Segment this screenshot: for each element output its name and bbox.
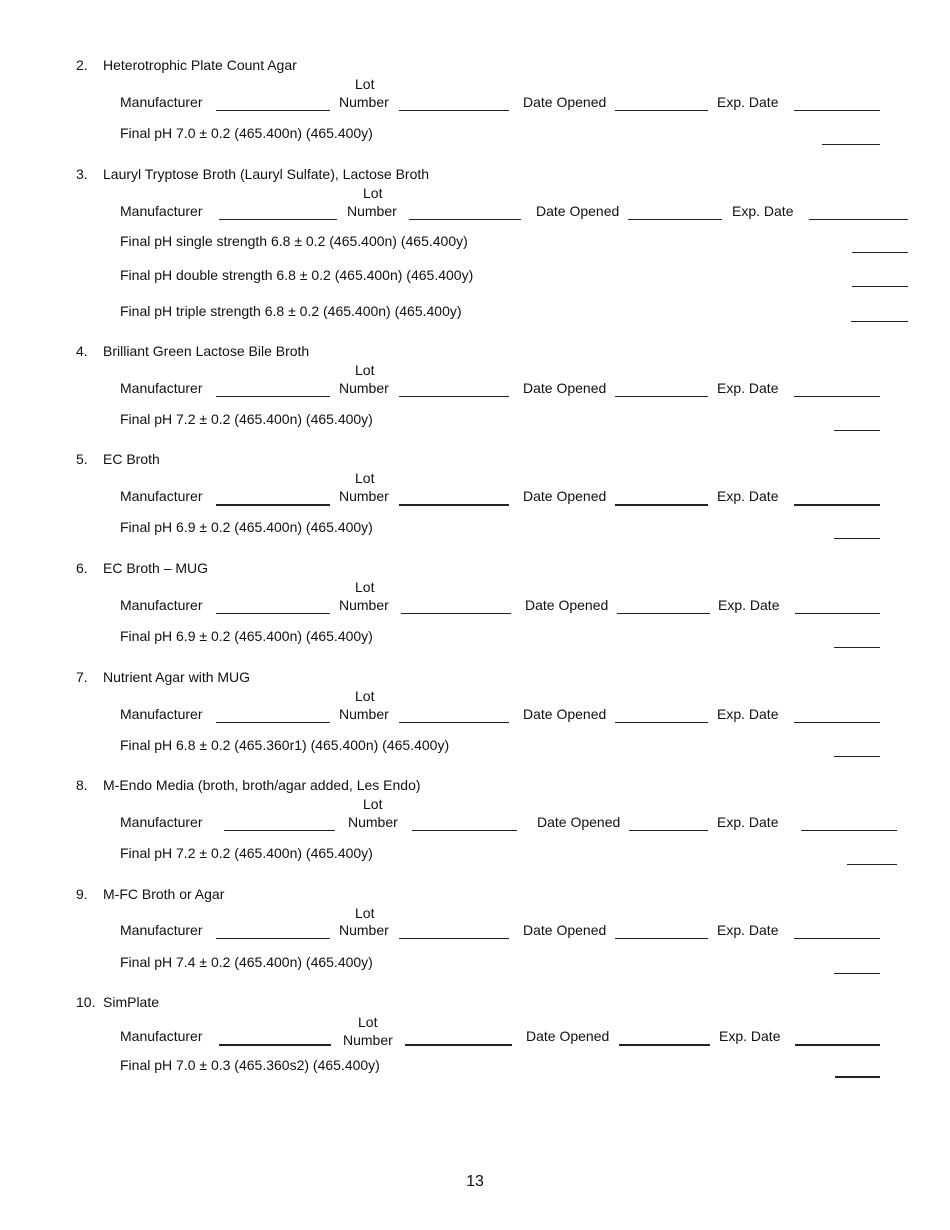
item-title: EC Broth	[103, 451, 160, 467]
field-row	[0, 94, 950, 114]
item-number: 10.	[76, 994, 96, 1010]
exp-date-label: Exp. Date	[718, 597, 780, 613]
lot-label: Lot	[355, 579, 375, 595]
date-opened-field[interactable]	[615, 938, 708, 939]
manufacturer-label: Manufacturer	[120, 380, 203, 396]
lot-label: Lot	[355, 76, 375, 92]
final-ph-text: Final pH triple strength 6.8 ± 0.2 (465.400n) (465.400y)	[120, 303, 462, 319]
manufacturer-field[interactable]	[216, 110, 330, 111]
final-ph-field[interactable]	[834, 647, 880, 648]
lot-label: Lot	[363, 185, 383, 201]
final-ph-field[interactable]	[822, 144, 880, 145]
manufacturer-field[interactable]	[216, 396, 330, 397]
final-ph-text: Final pH 7.0 ± 0.2 (465.400n) (465.400y)	[120, 125, 373, 141]
lot-number-field[interactable]	[399, 938, 509, 939]
date-opened-label: Date Opened	[523, 94, 607, 110]
date-opened-label: Date Opened	[526, 1028, 610, 1044]
final-ph-text: Final pH single strength 6.8 ± 0.2 (465.400n) (465.400y)	[120, 233, 468, 249]
final-ph-field[interactable]	[835, 1076, 880, 1078]
lot-number-field[interactable]	[405, 1044, 512, 1046]
final-ph-text: Final pH 7.0 ± 0.3 (465.360s2) (465.400y)	[120, 1057, 380, 1073]
manufacturer-label: Manufacturer	[120, 488, 203, 504]
lot-label: Lot	[358, 1014, 378, 1030]
item-title: M-FC Broth or Agar	[103, 886, 225, 902]
field-row	[0, 488, 950, 508]
manufacturer-field[interactable]	[219, 219, 337, 220]
item-number: 2.	[76, 57, 88, 73]
date-opened-label: Date Opened	[523, 922, 607, 938]
final-ph-text: Final pH 6.9 ± 0.2 (465.400n) (465.400y)	[120, 628, 373, 644]
number-label: Number	[348, 814, 398, 830]
field-row	[0, 1028, 950, 1048]
lot-label: Lot	[355, 362, 375, 378]
date-opened-field[interactable]	[615, 504, 708, 506]
final-ph-field[interactable]	[834, 756, 880, 757]
field-row	[0, 706, 950, 726]
exp-date-label: Exp. Date	[717, 488, 779, 504]
exp-date-field[interactable]	[794, 396, 880, 397]
final-ph-field[interactable]	[852, 286, 908, 287]
date-opened-field[interactable]	[619, 1044, 710, 1046]
item-title: M-Endo Media (broth, broth/agar added, Les Endo)	[103, 777, 421, 793]
field-row	[0, 380, 950, 400]
final-ph-field[interactable]	[851, 321, 908, 322]
number-label: Number	[339, 597, 389, 613]
exp-date-field[interactable]	[794, 110, 880, 111]
number-label: Number	[343, 1032, 393, 1048]
number-label: Number	[339, 922, 389, 938]
final-ph-text: Final pH 7.2 ± 0.2 (465.400n) (465.400y)	[120, 845, 373, 861]
manufacturer-label: Manufacturer	[120, 94, 203, 110]
date-opened-label: Date Opened	[536, 203, 620, 219]
date-opened-label: Date Opened	[523, 706, 607, 722]
item-number: 8.	[76, 777, 88, 793]
date-opened-field[interactable]	[615, 722, 708, 723]
page-number: 13	[466, 1173, 484, 1190]
number-label: Number	[339, 706, 389, 722]
manufacturer-label: Manufacturer	[120, 814, 203, 830]
final-ph-field[interactable]	[834, 538, 880, 539]
final-ph-text: Final pH 7.4 ± 0.2 (465.400n) (465.400y)	[120, 954, 373, 970]
exp-date-label: Exp. Date	[717, 380, 779, 396]
manufacturer-field[interactable]	[216, 504, 330, 506]
lot-label: Lot	[363, 796, 383, 812]
exp-date-field[interactable]	[794, 938, 880, 939]
lot-number-field[interactable]	[409, 219, 521, 220]
item-number: 6.	[76, 560, 88, 576]
item-number: 5.	[76, 451, 88, 467]
manufacturer-field[interactable]	[219, 1044, 331, 1046]
final-ph-field[interactable]	[847, 864, 897, 865]
date-opened-label: Date Opened	[525, 597, 609, 613]
item-number: 9.	[76, 886, 88, 902]
number-label: Number	[339, 488, 389, 504]
item-title: Lauryl Tryptose Broth (Lauryl Sulfate), Lactose Broth	[103, 166, 430, 182]
final-ph-text: Final pH 6.9 ± 0.2 (465.400n) (465.400y)	[120, 519, 373, 535]
number-label: Number	[347, 203, 397, 219]
lot-number-field[interactable]	[401, 613, 511, 614]
manufacturer-field[interactable]	[216, 613, 330, 614]
exp-date-label: Exp. Date	[717, 814, 779, 830]
field-row	[0, 922, 950, 942]
date-opened-label: Date Opened	[523, 488, 607, 504]
exp-date-field[interactable]	[795, 613, 880, 614]
exp-date-label: Exp. Date	[717, 922, 779, 938]
number-label: Number	[339, 94, 389, 110]
field-row	[0, 597, 950, 617]
date-opened-field[interactable]	[615, 396, 708, 397]
item-number: 4.	[76, 343, 88, 359]
manufacturer-label: Manufacturer	[120, 1028, 203, 1044]
final-ph-text: Final pH 7.2 ± 0.2 (465.400n) (465.400y)	[120, 411, 373, 427]
exp-date-field[interactable]	[795, 1044, 880, 1046]
item-title: Heterotrophic Plate Count Agar	[103, 57, 297, 73]
exp-date-label: Exp. Date	[719, 1028, 781, 1044]
exp-date-field[interactable]	[809, 219, 908, 220]
manufacturer-label: Manufacturer	[120, 597, 203, 613]
item-title: EC Broth – MUG	[103, 560, 209, 576]
final-ph-text: Final pH double strength 6.8 ± 0.2 (465.400n) (465.400y)	[120, 267, 474, 283]
final-ph-field[interactable]	[834, 973, 880, 974]
manufacturer-label: Manufacturer	[120, 203, 203, 219]
lot-label: Lot	[355, 905, 375, 921]
lot-label: Lot	[355, 688, 375, 704]
field-row	[0, 203, 950, 223]
manufacturer-label: Manufacturer	[120, 706, 203, 722]
date-opened-field[interactable]	[617, 613, 710, 614]
item-title: Brilliant Green Lactose Bile Broth	[103, 343, 310, 359]
field-row	[0, 814, 950, 834]
manufacturer-label: Manufacturer	[120, 922, 203, 938]
lot-number-field[interactable]	[399, 504, 509, 506]
manufacturer-field[interactable]	[216, 722, 330, 723]
date-opened-label: Date Opened	[537, 814, 621, 830]
manufacturer-field[interactable]	[216, 938, 330, 939]
number-label: Number	[339, 380, 389, 396]
manufacturer-field[interactable]	[224, 830, 335, 831]
item-number: 7.	[76, 669, 88, 685]
date-opened-field[interactable]	[629, 830, 708, 831]
exp-date-field[interactable]	[801, 830, 897, 831]
exp-date-label: Exp. Date	[717, 706, 779, 722]
date-opened-label: Date Opened	[523, 380, 607, 396]
exp-date-label: Exp. Date	[717, 94, 779, 110]
date-opened-field[interactable]	[628, 219, 722, 220]
item-title: Nutrient Agar with MUG	[103, 669, 251, 685]
lot-label: Lot	[355, 470, 375, 486]
date-opened-field[interactable]	[615, 110, 708, 111]
final-ph-field[interactable]	[852, 252, 908, 253]
item-title: SimPlate	[103, 994, 160, 1010]
item-number: 3.	[76, 166, 88, 182]
final-ph-field[interactable]	[834, 430, 880, 431]
exp-date-label: Exp. Date	[732, 203, 794, 219]
exp-date-field[interactable]	[794, 504, 880, 506]
lot-number-field[interactable]	[399, 722, 509, 723]
lot-number-field[interactable]	[399, 110, 509, 111]
final-ph-text: Final pH 6.8 ± 0.2 (465.360r1) (465.400n) (465.400y)	[120, 737, 450, 753]
lot-number-field[interactable]	[399, 396, 509, 397]
exp-date-field[interactable]	[794, 722, 880, 723]
lot-number-field[interactable]	[412, 830, 517, 831]
